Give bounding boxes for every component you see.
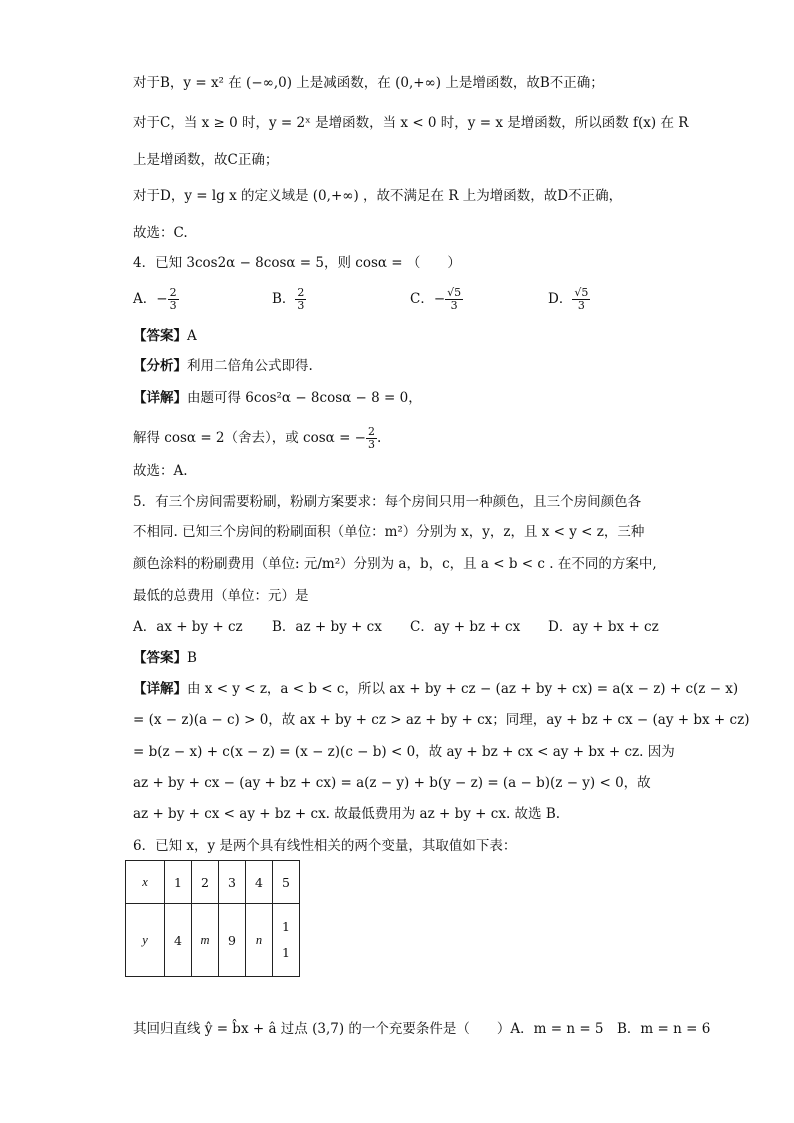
q4-solve: 解得 cosα = 2（舍去），或 cosα = − $\frac{2}{3}$ . [133, 425, 382, 451]
q4-choose: 故选：A. [133, 463, 188, 479]
q4-option-b: B． $\frac{2}{3}$ [272, 286, 305, 312]
data-table [125, 860, 300, 977]
table-cell: 2 [192, 861, 219, 904]
q4-answer: 【答案】A [133, 328, 197, 344]
fraction: $\frac{√5}{3}$ [447, 286, 462, 312]
q5-option-b: B．az + by + cx [272, 619, 382, 635]
q6-tail: 其回归直线 ŷ = b̂x + â 过点 (3,7) 的一个充要条件是（ ）A．m = n = 5 B．m = n = 6 [133, 1021, 711, 1037]
table-cell: 9 [219, 904, 246, 977]
option-d-explanation: 对于D，y = lg x 的定义域是 (0,+∞) ，故不满足在 R 上为增函数，故D不正确， [133, 188, 623, 204]
q5-detail-line3: = b(z − x) + c(x − z) = (x − z)(c − b) < 0，故 ay + bz + cx < ay + bx + cz. 因为 [133, 744, 675, 760]
q4-analysis: 【分析】利用二倍角公式即得. [133, 358, 313, 374]
q4-option-c: C．− $\frac{√5}{3}$ [410, 286, 462, 312]
q5-option-c: C．ay + bz + cx [410, 619, 521, 635]
table-cell: 3 [219, 861, 246, 904]
table-cell: 4 [246, 861, 273, 904]
option-b-explanation: 对于B，y = x² 在 (−∞,0) 上是减函数，在 (0,+∞) 上是增函数，故B不正确； [133, 75, 604, 91]
table-row [126, 904, 300, 977]
fraction: $\frac{2}{3}$ [368, 425, 375, 451]
q5-detail-line4: az + by + cx − (ay + bz + cx) = a(z − y) + b(y − z) = (a − b)(z − y) < 0，故 [133, 775, 651, 791]
table-cell: 1 [165, 861, 192, 904]
table-cell: x [126, 861, 165, 904]
fraction: $\frac{2}{3}$ [297, 286, 305, 312]
q5-stem-line2: 不相同. 已知三个房间的粉刷面积（单位：m²）分别为 x，y，z，且 x < y < z，三种 [133, 524, 645, 540]
q4-option-a: A．− $\frac{2}{3}$ [133, 286, 177, 312]
q5-detail-line1: 【详解】由 x < y < z，a < b < c，所以 ax + by + cz − (az + by + cx) = a(x − z) + c(z − x) [133, 681, 739, 697]
table-cell: 4 [165, 904, 192, 977]
option-c-explanation-line1: 对于C，当 x ≥ 0 时，y = 2ˣ 是增函数，当 x < 0 时，y = x 是增函数，所以函数 f(x) 在 R [133, 115, 689, 131]
q4-detail: 【详解】由题可得 6cos²α − 8cosα − 8 = 0， [133, 390, 422, 406]
q5-stem-line4: 最低的总费用（单位：元）是 [133, 588, 309, 604]
q5-detail-line2: = (x − z)(a − c) > 0，故 ax + by + cz > az + by + cx；同理，ay + bz + cx − (ay + bx + cz) [133, 712, 750, 728]
fraction: $\frac{√5}{3}$ [574, 286, 589, 312]
table-cell: n [246, 904, 273, 977]
q4-stem: 4．已知 3cos2α − 8cosα = 5，则 cosα = （ ） [133, 255, 461, 271]
table-cell: 1 1 [273, 904, 300, 977]
choose-c: 故选：C. [133, 225, 188, 241]
table-cell: y [126, 904, 165, 977]
q6-stem: 6．已知 x，y 是两个具有线性相关的两个变量，其取值如下表： [133, 838, 517, 854]
q5-stem-line3: 颜色涂料的粉刷费用（单位: 元/m²）分别为 a，b，c，且 a < b < c . 在不同的方案中, [133, 556, 657, 572]
q5-detail-line5: az + by + cx < ay + bz + cx. 故最低费用为 az + by + cx. 故选 B. [133, 806, 561, 822]
table-row [126, 861, 300, 904]
fraction: $\frac{2}{3}$ [169, 286, 177, 312]
q5-stem-line1: 5．有三个房间需要粉刷，粉刷方案要求：每个房间只用一种颜色，且三个房间颜色各 [133, 494, 642, 510]
q5-option-d: D．ay + bx + cz [548, 619, 659, 635]
q4-option-d: D． $\frac{√5}{3}$ [548, 286, 589, 312]
table-cell: m [192, 904, 219, 977]
q5-answer: 【答案】B [133, 650, 197, 666]
q5-option-a: A．ax + by + cz [133, 619, 243, 635]
option-c-explanation-line2: 上是增函数，故C正确； [133, 152, 279, 168]
table-cell: 5 [273, 861, 300, 904]
